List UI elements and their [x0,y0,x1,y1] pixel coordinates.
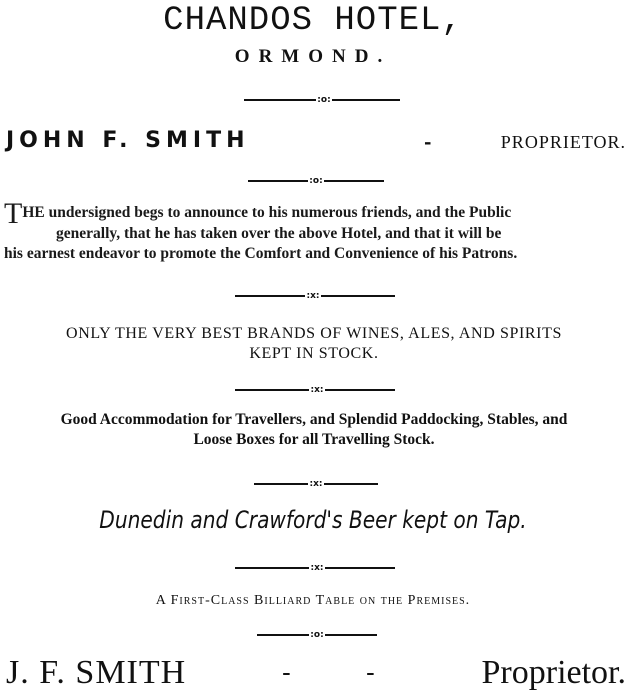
intro-line-3: his earnest endeavor to promote the Comfort and Convenience of his Patrons. [4,245,518,262]
separator-5 [250,478,382,490]
separator-ornament: :x: [309,479,323,489]
beer-notice: Dunedin and Crawford's Beer kept on Tap. [99,506,527,534]
footer-dash-2: - [366,658,375,688]
separator-6 [230,562,400,574]
accommodation-line-1: Good Accommodation for Travellers, and Splendid Paddocking, Stables, and [60,411,568,428]
separator-ornament: :x: [306,291,320,301]
accommodation-line-2: Loose Boxes for all Travelling Stock. [193,431,435,448]
accommodation-notice [4,410,624,450]
separator-rule [332,99,400,101]
separator-1 [238,94,406,106]
separator-ornament: :o: [309,176,323,186]
separator-rule [235,389,309,391]
separator-2 [244,175,388,187]
intro-paragraph [4,197,624,264]
footer-role: Proprietor. [481,654,626,691]
proprietor-dash: - [424,132,432,153]
intro-line-1-text: HE undersigned begs to announce to his numerous friends, and the Public [22,204,512,221]
separator-rule [325,389,395,391]
intro-line-2: generally, that he has taken over the above Hotel, and that it will be [56,225,502,242]
footer-dash-1: - [282,658,291,688]
separator-rule [248,180,308,182]
separator-rule [325,634,377,636]
hotel-title: CHANDOS HOTEL, [163,2,463,40]
separator-rule [254,483,308,485]
separator-rule [235,567,309,569]
intro-line-1 [4,197,624,230]
drop-cap: T [4,197,23,230]
separator-7 [252,629,382,641]
separator-rule [324,483,378,485]
separator-4 [230,384,400,396]
separator-ornament: :o: [317,95,331,105]
proprietor-role: PROPRIETOR. [500,132,626,152]
hotel-location: ORMOND. [234,46,392,67]
proprietor-line [6,128,626,158]
separator-rule [324,180,384,182]
footer-signature [6,654,626,694]
footer-name: J. F. SMITH [6,654,187,691]
brands-line-1: ONLY THE VERY BEST BRANDS OF WINES, ALES, AND SPIRITS [66,325,562,342]
brands-notice [4,324,624,364]
separator-rule [244,99,316,101]
separator-ornament: :x: [310,385,324,395]
billiard-notice: A First-Class Billiard Table on the Premises. [155,593,471,608]
proprietor-name: JOHN F. SMITH [6,128,250,153]
separator-rule [235,295,305,297]
separator-ornament: :o: [310,630,324,640]
separator-rule [321,295,395,297]
separator-rule [325,567,395,569]
separator-ornament: :x: [310,563,324,573]
separator-3 [230,290,400,302]
brands-line-2: KEPT IN STOCK. [249,345,379,362]
separator-rule [257,634,309,636]
